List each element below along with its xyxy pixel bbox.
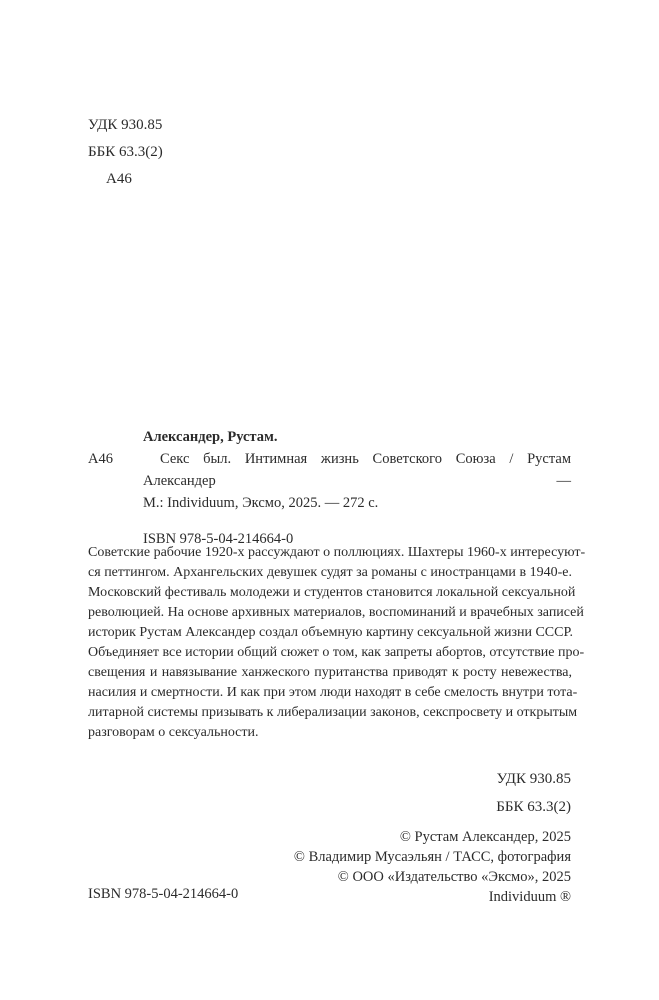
copyright-line: © Рустам Александер, 2025 (399, 829, 571, 845)
bibliographic-description-line-1: Секс был. Интимная жизнь Советского Союза / Рустам Александер — (143, 451, 571, 489)
catalog-card-inner (88, 426, 571, 550)
annotation-line: Московский фестиваль молодежи и студентов становится локальной сексуальной (88, 585, 576, 600)
copyright-line: © ООО «Издательство «Эксмо», 2025 (337, 869, 571, 885)
annotation-line: насилия и смертности. И как при этом люди находят в себе смелость внутри тота- (88, 685, 578, 700)
annotation-line: разговорам о сексуальности. (88, 725, 259, 740)
author-heading: Александер, Рустам. (143, 429, 278, 445)
annotation-line: литарной системы призывать к либерализации законов, секспросвету и открытым (88, 705, 578, 720)
bibliographic-description-line-2: М.: Individuum, Эксмо, 2025. — 272 с. (143, 495, 379, 511)
bbk-code: ББК 63.3(2) (88, 144, 163, 160)
annotation-line: Объединяет все истории общий сюжет о том, как запреты абортов, отсутствие про- (88, 645, 585, 660)
author-sign-code: А46 (106, 171, 132, 187)
bottom-classification-block (496, 765, 571, 821)
top-classification-block (88, 112, 163, 193)
annotation-paragraph (88, 543, 586, 743)
annotation-line: историк Рустам Александер создал объемную картину сексуальной жизни СССР. (88, 625, 574, 640)
udc-code-bottom: УДК 930.85 (496, 771, 571, 787)
copyright-block (294, 827, 571, 907)
annotation-line: Советские рабочие 1920-х рассуждают о поллюциях. Шахтеры 1960-х интересуют- (88, 545, 586, 560)
isbn-card: ISBN 978-5-04-214664-0 (143, 531, 294, 547)
bbk-code-bottom: ББК 63.3(2) (496, 799, 571, 815)
author-sign-margin-code: А46 (88, 451, 113, 467)
copyright-line: Individuum ® (488, 889, 571, 905)
udc-code: УДК 930.85 (88, 117, 163, 133)
isbn-footer: ISBN 978-5-04-214664-0 (88, 886, 239, 902)
annotation-line: свещения и навязывание ханжеского пуританства приводят к росту невежества, (88, 665, 572, 680)
catalog-card-block (88, 426, 571, 550)
copyright-line: © Владимир Мусаэльян / ТАСС, фотография (293, 849, 571, 865)
annotation-line: революцией. На основе архивных материалов, воспоминаний и врачебных записей (88, 605, 584, 620)
annotation-line: ся петтингом. Архангельских девушек судят за романы с иностранцами в 1940-е. (88, 565, 572, 580)
